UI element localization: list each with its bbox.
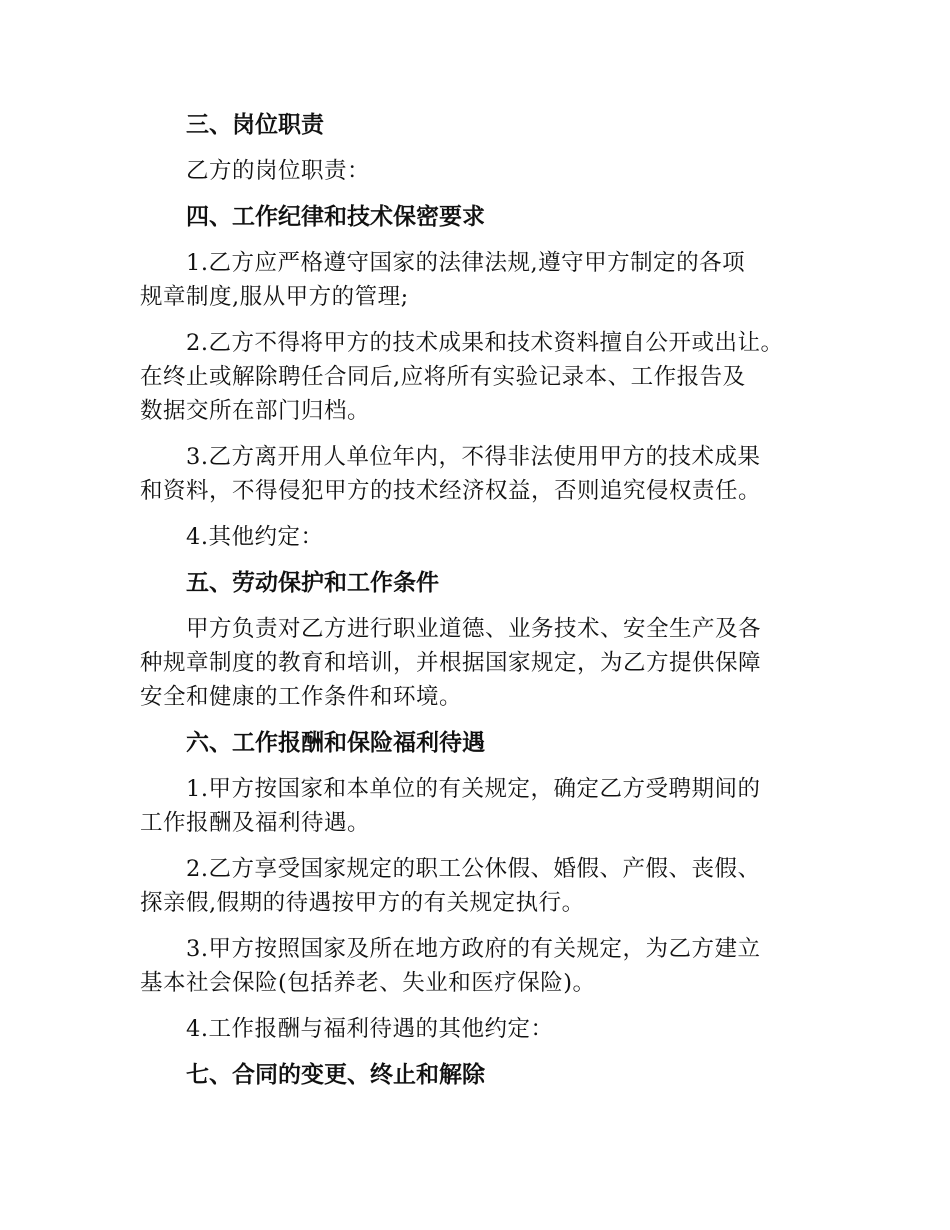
text-line: 探亲假,假期的待遇按甲方的有关规定执行。 — [140, 890, 585, 916]
text-line: 3.甲方按照国家及所在地方政府的有关规定，为乙方建立 — [186, 936, 761, 962]
paragraph-discipline-2 — [140, 326, 820, 428]
paragraph-compensation-3 — [140, 932, 820, 1000]
text-line: 3.乙方离开用人单位年内，不得非法使用甲方的技术成果 — [186, 444, 761, 470]
section-heading-discipline: 四、工作纪律和技术保密要求 — [186, 204, 485, 230]
text-line: 4.其他约定： — [186, 524, 324, 550]
paragraph-discipline-3 — [140, 440, 820, 508]
text-line: 乙方的岗位职责： — [186, 158, 371, 184]
section-heading-compensation: 六、工作报酬和保险福利待遇 — [186, 730, 485, 756]
section-heading-duties: 三、岗位职责 — [186, 112, 324, 138]
text-line: 2.乙方不得将甲方的技术成果和技术资料擅自公开或出让。 — [186, 330, 784, 356]
text-line: 1.乙方应严格遵守国家的法律法规,遵守甲方制定的各项 — [186, 250, 746, 276]
text-line: 甲方负责对乙方进行职业道德、业务技术、安全生产及各 — [186, 616, 762, 642]
text-line: 规章制度,服从甲方的管理; — [140, 284, 409, 310]
text-line: 1.甲方按国家和本单位的有关规定，确定乙方受聘期间的 — [186, 776, 761, 802]
text-line: 和资料，不得侵犯甲方的技术经济权益，否则追究侵权责任。 — [140, 478, 762, 504]
paragraph-compensation-2 — [140, 852, 820, 920]
text-line: 安全和健康的工作条件和环境。 — [140, 684, 463, 710]
section-heading-termination: 七、合同的变更、终止和解除 — [186, 1062, 485, 1088]
document-body — [140, 108, 820, 1104]
text-line: 数据交所在部门归档。 — [140, 398, 371, 424]
text-line: 工作报酬及福利待遇。 — [140, 810, 371, 836]
text-line: 2.乙方享受国家规定的职工公休假、婚假、产假、丧假、 — [186, 856, 761, 882]
paragraph-compensation-1 — [140, 772, 820, 840]
paragraph-discipline-1 — [140, 246, 820, 314]
text-line: 4.工作报酬与福利待遇的其他约定： — [186, 1016, 554, 1042]
paragraph-protection — [140, 612, 820, 714]
paragraph-compensation-4 — [140, 1012, 820, 1046]
text-line: 种规章制度的教育和培训，并根据国家规定，为乙方提供保障 — [140, 650, 762, 676]
text-line: 基本社会保险(包括养老、失业和医疗保险)。 — [140, 970, 596, 996]
section-heading-protection: 五、劳动保护和工作条件 — [186, 570, 439, 596]
text-line: 在终止或解除聘任合同后,应将所有实验记录本、工作报告及 — [140, 364, 746, 390]
paragraph-duties — [140, 154, 820, 188]
paragraph-discipline-4 — [140, 520, 820, 554]
